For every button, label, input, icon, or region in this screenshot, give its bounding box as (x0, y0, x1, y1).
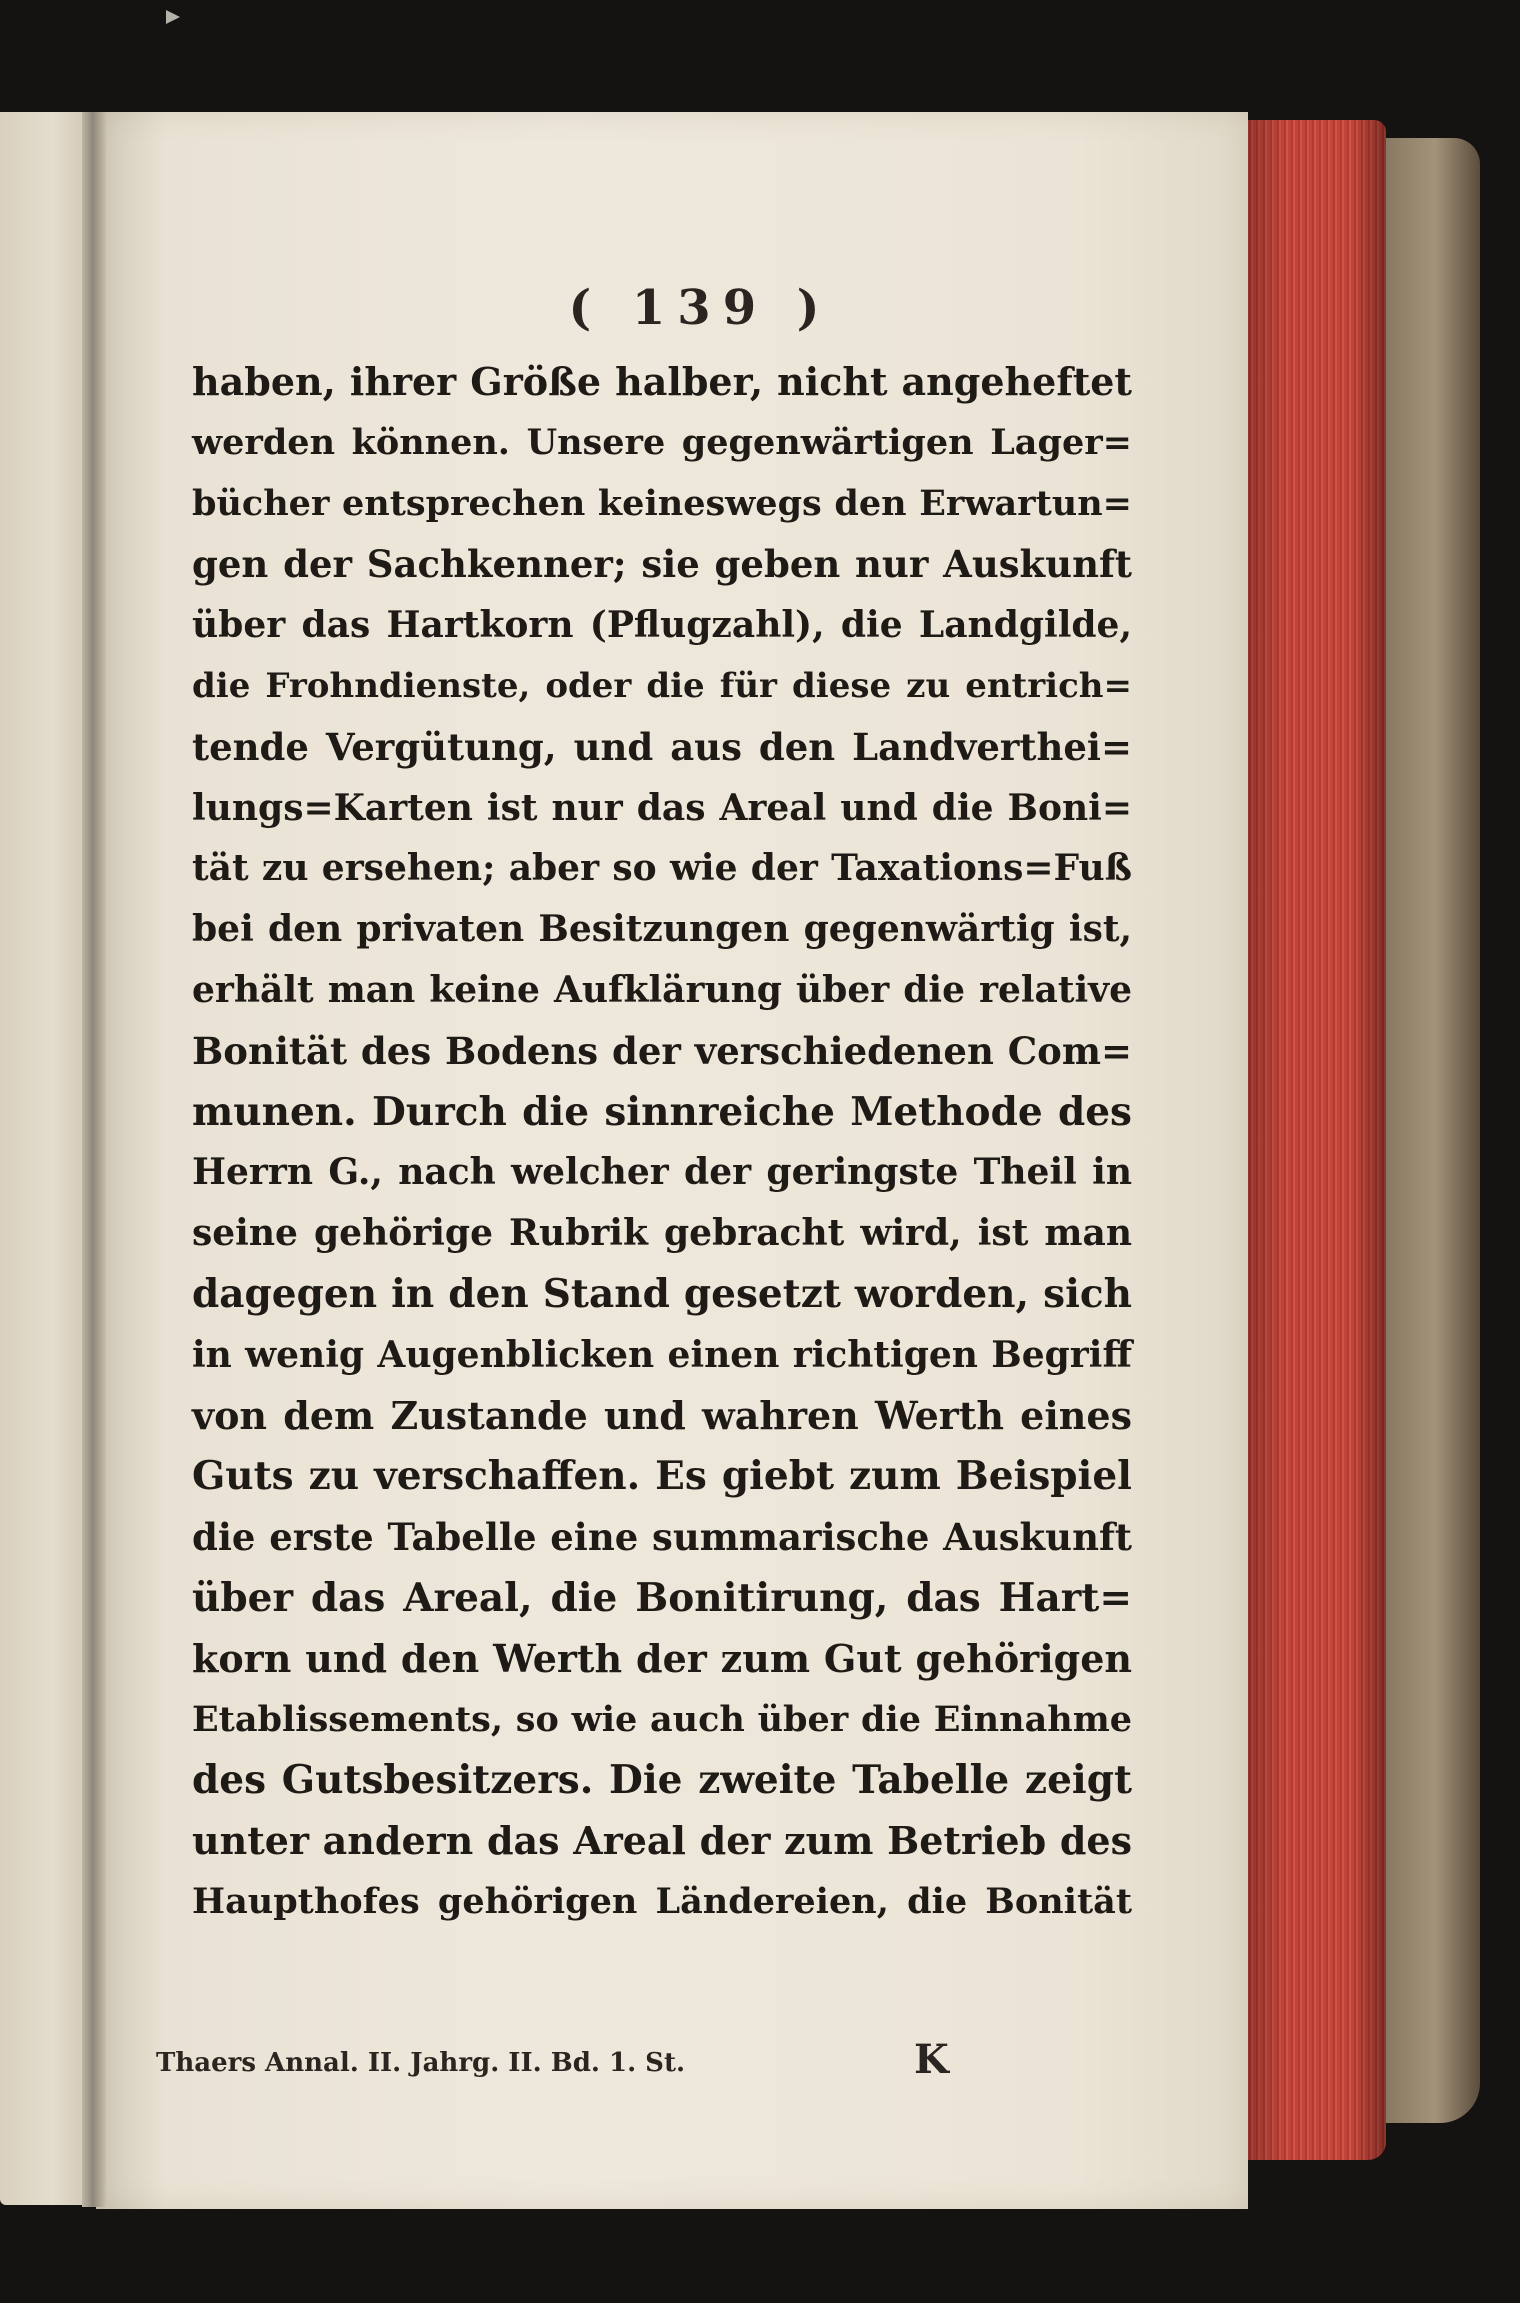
text-line: lungs=Karten ist nur das Areal und die Boni= (192, 786, 1132, 829)
text-line: von dem Zustande und wahren Werth eines (192, 1392, 1132, 1438)
text-line: unter andern das Areal der zum Betrieb des (192, 1818, 1132, 1864)
gathering-signature-mark: K (914, 2036, 949, 2083)
text-line: tät zu ersehen; aber so wie der Taxations=Fuß (192, 847, 1132, 890)
text-line: bei den privaten Besitzungen gegenwärtig ist, (192, 908, 1132, 951)
text-line: Herrn G., nach welcher der geringste Theil in (192, 1151, 1132, 1194)
text-line: werden können. Unsere gegenwärtigen Lager= (192, 421, 1132, 463)
text-line: Haupthofes gehörigen Ländereien, die Bonität (192, 1880, 1132, 1922)
text-line: Bonität des Bodens der verschiedenen Com= (192, 1028, 1132, 1073)
text-line: munen. Durch die sinnreiche Methode des (192, 1088, 1132, 1135)
text-line: dagegen in den Stand gesetzt worden, sich (192, 1270, 1132, 1317)
text-line: gen der Sachkenner; sie geben nur Auskunft (192, 542, 1132, 587)
text-line: seine gehörige Rubrik gebracht wird, ist man (192, 1212, 1132, 1255)
text-line: haben, ihrer Größe halber, nicht angeheftet (192, 359, 1132, 404)
book-gutter (82, 112, 106, 2207)
text-line: über das Hartkorn (Pflugzahl), die Landgilde, (192, 604, 1132, 647)
page-number: ( 139 ) (568, 280, 832, 336)
corner-marker (166, 10, 180, 24)
right-page (96, 112, 1248, 2209)
text-line: erhält man keine Aufklärung über die relative (192, 968, 1132, 1011)
text-line: in wenig Augenblicken einen richtigen Begriff (192, 1333, 1132, 1376)
text-line: des Gutsbesitzers. Die zweite Tabelle zeigt (192, 1757, 1132, 1804)
text-line: die erste Tabelle eine summarische Auskunft (192, 1515, 1132, 1560)
text-line: bücher entsprechen keineswegs den Erwartun= (192, 482, 1132, 524)
text-line: tende Vergütung, und aus den Landverthei= (192, 724, 1132, 769)
text-line: über das Areal, die Bonitirung, das Hart= (192, 1574, 1132, 1621)
footer-signature-line: Thaers Annal. II. Jahrg. II. Bd. 1. St. (156, 2048, 686, 2078)
text-line: Guts zu verschaffen. Es giebt zum Beispiel (192, 1453, 1132, 1500)
text-line: korn und den Werth der zum Gut gehörigen (192, 1635, 1132, 1681)
page-edge-shadow (1246, 120, 1386, 2160)
text-line: Etablissements, so wie auch über die Einnahme (192, 1698, 1132, 1740)
body-text (192, 352, 1132, 1933)
text-line: die Frohndienste, oder die für diese zu entrich= (192, 665, 1132, 706)
